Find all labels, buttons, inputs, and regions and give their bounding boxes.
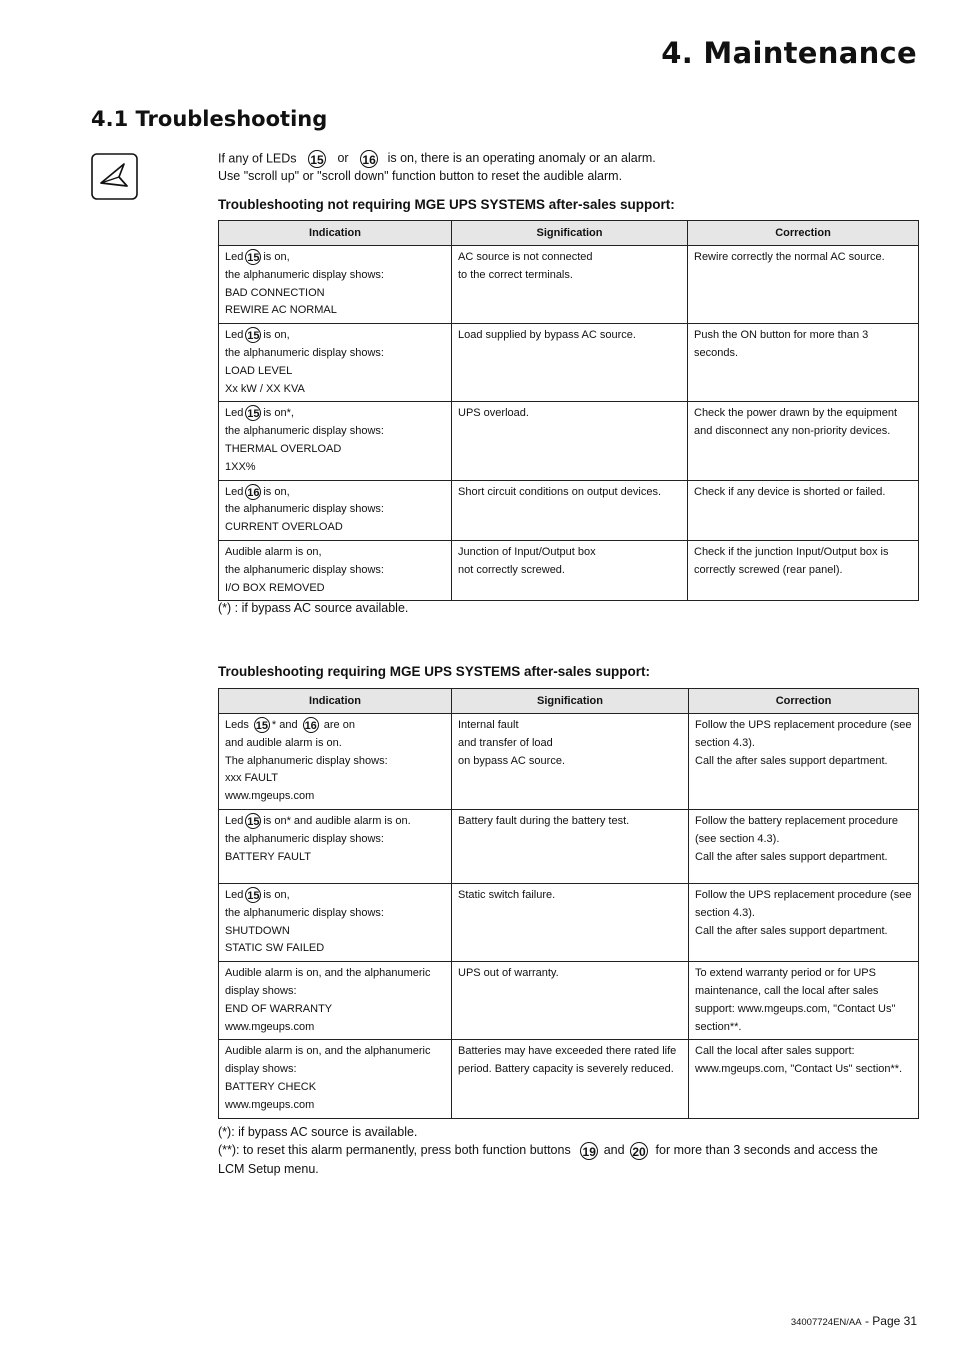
- indication-cell: [219, 480, 452, 540]
- table-row: [219, 246, 919, 324]
- intro-or: or: [337, 151, 349, 166]
- correction-line: and disconnect any non-priority devices.: [694, 425, 891, 438]
- signification-cell: [452, 809, 689, 883]
- indication-line: Xx kW / XX KVA: [225, 382, 305, 395]
- led-15-icon: 15: [254, 717, 270, 733]
- indication-line: BAD CONNECTION: [225, 286, 325, 299]
- correction-cell: [688, 402, 919, 480]
- led-line: [225, 717, 445, 735]
- table-row: [219, 540, 919, 600]
- led-status: is on,: [263, 888, 290, 901]
- led-status: is on,: [263, 485, 290, 498]
- indication-line: REWIRE AC NORMAL: [225, 304, 337, 317]
- leds-mid: * and: [271, 719, 298, 731]
- table-row: [219, 883, 919, 961]
- correction-line: section**.: [695, 1020, 742, 1033]
- intro-text: [218, 150, 918, 186]
- table1-footnote: [218, 599, 918, 617]
- signification-line: Static switch failure.: [458, 888, 556, 901]
- led-16-icon: 16: [245, 484, 261, 500]
- signification-line: Battery fault during the battery test.: [458, 814, 630, 827]
- signification-line: and transfer of load: [458, 736, 553, 749]
- correction-cell: [689, 714, 919, 810]
- correction-line: Call the local after sales support:: [695, 1045, 855, 1058]
- led-16-icon: 16: [360, 150, 378, 168]
- column-header-correction: Correction: [689, 689, 919, 714]
- footnote2-suffix: for more than 3 seconds and access the: [655, 1143, 878, 1157]
- indication-line: display shows:: [225, 984, 297, 997]
- signification-line: Short circuit conditions on output devices.: [458, 485, 662, 498]
- footnote-line: (*) : if bypass AC source available.: [218, 601, 409, 615]
- signification-line: Batteries may have exceeded there rated life: [458, 1045, 677, 1058]
- indication-line: Audible alarm is on,: [225, 545, 322, 558]
- indication-cell: [219, 809, 452, 883]
- signification-line: not correctly screwed.: [458, 563, 565, 576]
- signification-line: Junction of Input/Output box: [458, 545, 596, 558]
- signification-cell: [452, 883, 689, 961]
- indication-cell: [219, 1040, 452, 1118]
- led-line: Led 15 is on,: [225, 329, 290, 343]
- indication-line: the alphanumeric display shows:: [225, 503, 384, 516]
- indication-cell: [219, 714, 452, 810]
- table-row: [219, 480, 919, 540]
- correction-line: Follow the UPS replacement procedure (see: [695, 719, 912, 731]
- column-header-indication: Indication: [219, 689, 452, 714]
- indication-line: and audible alarm is on.: [225, 736, 342, 749]
- correction-line: (see section 4.3).: [695, 832, 780, 845]
- correction-line: maintenance, call the local after sales: [695, 984, 879, 997]
- led-line: Led 15 is on,: [225, 251, 290, 265]
- correction-line: section 4.3).: [695, 736, 755, 749]
- table-header-row: [219, 689, 919, 714]
- table-row: [219, 962, 919, 1040]
- signification-line: Load supplied by bypass AC source.: [458, 329, 636, 342]
- signification-cell: [452, 540, 688, 600]
- correction-cell: [688, 324, 919, 402]
- chapter-title: 4. Maintenance: [661, 36, 917, 70]
- intro-suffix: is on, there is an operating anomaly or an alarm.: [387, 151, 656, 166]
- indication-line: www.mgeups.com: [225, 790, 315, 803]
- document-code: 34007724EN/AA: [790, 1317, 862, 1328]
- signification-line: UPS out of warranty.: [458, 967, 559, 980]
- indication-cell: [219, 246, 452, 324]
- correction-line: seconds.: [694, 346, 739, 359]
- footnote2-prefix: (**): to reset this alarm permanently, press both function buttons: [218, 1143, 571, 1157]
- table2-heading: Troubleshooting requiring MGE UPS SYSTEMS after-sales support:: [218, 664, 651, 679]
- correction-line: Call the after sales support department.: [695, 924, 888, 937]
- page-label: - Page 31: [864, 1314, 917, 1328]
- correction-line: Call the after sales support department.: [695, 754, 888, 767]
- indication-line: 1XX%: [225, 460, 256, 473]
- led-15-icon: 15: [245, 249, 261, 265]
- indication-line: The alphanumeric display shows:: [225, 754, 388, 767]
- signification-cell: [452, 962, 689, 1040]
- table-row: [219, 809, 919, 883]
- column-header-correction: Correction: [688, 221, 919, 246]
- table-header-row: [219, 221, 919, 246]
- column-header-signification: Signification: [452, 689, 689, 714]
- indication-line: BATTERY FAULT: [225, 850, 311, 863]
- indication-cell: [219, 402, 452, 480]
- intro-prefix: If any of LEDs: [218, 151, 297, 166]
- correction-cell: [689, 809, 919, 883]
- indication-line: display shows:: [225, 1063, 297, 1076]
- table-row: [219, 714, 919, 810]
- indication-line: www.mgeups.com: [225, 1098, 315, 1111]
- indication-line: the alphanumeric display shows:: [225, 268, 384, 281]
- indication-line: SHUTDOWN: [225, 924, 290, 937]
- button-19-icon: 19: [580, 1142, 598, 1160]
- correction-line: section 4.3).: [695, 906, 755, 919]
- page-footer: [791, 1314, 917, 1328]
- signification-line: AC source is not connected: [458, 251, 593, 263]
- led-16-icon: 16: [303, 717, 319, 733]
- led-status: is on,: [263, 329, 290, 342]
- troubleshooting-table-2: [218, 688, 919, 1119]
- leds-end: are on: [323, 719, 355, 731]
- correction-line: To extend warranty period or for UPS: [695, 967, 876, 980]
- led-15-icon: 15: [308, 150, 326, 168]
- column-header-indication: Indication: [219, 221, 452, 246]
- table-row: [219, 1040, 919, 1118]
- correction-line: www.mgeups.com, "Contact Us" section**.: [695, 1063, 903, 1076]
- footnote-line: [218, 1141, 918, 1160]
- section-title: 4.1 Troubleshooting: [91, 107, 328, 131]
- indication-line: the alphanumeric display shows:: [225, 425, 384, 438]
- led-line: Led 15 is on,: [225, 888, 290, 903]
- correction-cell: [689, 1040, 919, 1118]
- indication-line: www.mgeups.com: [225, 1020, 315, 1033]
- intro-line-1: [218, 150, 918, 168]
- footnote2-and: and: [603, 1143, 625, 1157]
- signification-cell: [452, 246, 688, 324]
- led-status: is on*,: [263, 407, 294, 420]
- indication-line: I/O BOX REMOVED: [225, 581, 325, 594]
- leds-word: Leds: [225, 719, 249, 731]
- correction-line: Call the after sales support department.: [695, 850, 888, 863]
- correction-cell: [689, 883, 919, 961]
- indication-line: the alphanumeric display shows:: [225, 346, 384, 359]
- indication-line: STATIC SW FAILED: [225, 942, 325, 955]
- indication-line: the alphanumeric display shows:: [225, 832, 384, 845]
- correction-cell: [688, 540, 919, 600]
- footnote-line: LCM Setup menu.: [218, 1161, 319, 1176]
- indication-line: Audible alarm is on, and the alphanumeric: [225, 967, 431, 980]
- signification-line: to the correct terminals.: [458, 268, 573, 281]
- indication-line: BATTERY CHECK: [225, 1080, 317, 1093]
- indication-line: the alphanumeric display shows:: [225, 906, 384, 919]
- led-15-icon: 15: [245, 813, 261, 829]
- table-row: [219, 324, 919, 402]
- signification-cell: [452, 402, 688, 480]
- led-line: Led 15 is on*,: [225, 407, 294, 421]
- intro-line-2: Use "scroll up" or "scroll down" function button to reset the audible alarm.: [218, 169, 623, 183]
- correction-line: correctly screwed (rear panel).: [694, 563, 843, 576]
- led-line: Led 16 is on,: [225, 485, 290, 499]
- led-status: is on* and audible alarm is on.: [263, 814, 411, 827]
- correction-line: Check if any device is shorted or failed.: [694, 485, 886, 498]
- signification-line: on bypass AC source.: [458, 754, 566, 767]
- indication-line: xxx FAULT: [225, 772, 278, 785]
- button-20-icon: 20: [630, 1142, 648, 1160]
- indication-cell: [219, 324, 452, 402]
- correction-line: support: www.mgeups.com, "Contact Us": [695, 1002, 896, 1015]
- signification-line: UPS overload.: [458, 407, 529, 420]
- footnote-line: (*): if bypass AC source is available.: [218, 1125, 418, 1139]
- led-status: is on,: [263, 251, 290, 263]
- correction-cell: [688, 246, 919, 324]
- signification-line: Internal fault: [458, 719, 519, 731]
- correction-line: Check if the junction Input/Output box is: [694, 545, 889, 558]
- correction-line: Rewire correctly the normal AC source.: [694, 251, 885, 263]
- column-header-signification: Signification: [452, 221, 688, 246]
- correction-cell: [689, 962, 919, 1040]
- led-15-icon: 15: [245, 327, 261, 343]
- signification-cell: [452, 324, 688, 402]
- signification-cell: [452, 714, 689, 810]
- troubleshooting-table-1: [218, 220, 919, 601]
- correction-line: Follow the battery replacement procedure: [695, 814, 898, 827]
- indication-cell: [219, 962, 452, 1040]
- table1-heading: Troubleshooting not requiring MGE UPS SYSTEMS after-sales support:: [218, 197, 675, 212]
- table-row: [219, 402, 919, 480]
- correction-cell: [688, 480, 919, 540]
- led-line: Led 15 is on* and audible alarm is on.: [225, 814, 411, 829]
- indication-line: THERMAL OVERLOAD: [225, 442, 342, 455]
- led-15-icon: 15: [245, 887, 261, 903]
- table2-footnotes: [218, 1123, 918, 1178]
- indication-line: LOAD LEVEL: [225, 364, 293, 377]
- correction-line: Check the power drawn by the equipment: [694, 407, 898, 420]
- signification-line: period. Battery capacity is severely reduced.: [458, 1063, 674, 1076]
- indication-line: the alphanumeric display shows:: [225, 563, 384, 576]
- indication-cell: [219, 883, 452, 961]
- signification-cell: [452, 1040, 689, 1118]
- indication-line: CURRENT OVERLOAD: [225, 521, 343, 534]
- indication-line: Audible alarm is on, and the alphanumeric: [225, 1045, 431, 1058]
- signification-cell: [452, 480, 688, 540]
- indication-cell: [219, 540, 452, 600]
- led-15-icon: 15: [245, 405, 261, 421]
- correction-line: Follow the UPS replacement procedure (see: [695, 888, 912, 901]
- note-hand-icon: [91, 153, 138, 200]
- indication-line: END OF WARRANTY: [225, 1002, 333, 1015]
- correction-line: Push the ON button for more than 3: [694, 329, 869, 342]
